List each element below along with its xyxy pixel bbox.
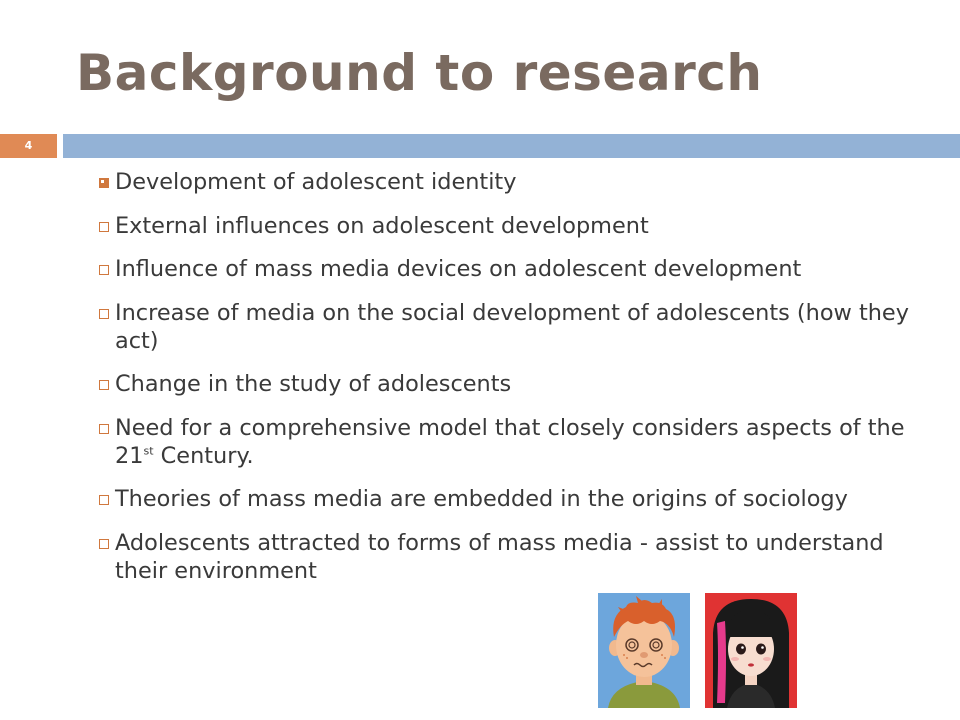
header-bar [63, 134, 960, 158]
bullet-item [105, 414, 920, 470]
bullet-list [105, 168, 920, 600]
bullet-square-icon [99, 265, 109, 275]
bullet-text: External influences on adolescent development [115, 212, 649, 239]
bullet-item [105, 212, 920, 240]
girl-avatar-image [705, 593, 797, 708]
bullet-square-icon [99, 309, 109, 319]
bullet-text: Increase of media on the social development of adolescents (how they act) [115, 299, 909, 354]
bullet-text: Theories of mass media are embedded in the origins of sociology [115, 486, 848, 512]
bullet-text: Adolescents attracted to forms of mass media - assist to understand their environment [115, 529, 884, 584]
bullet-square-icon [99, 380, 109, 390]
bullet-text: Influence of mass media devices on adolescent development [115, 256, 802, 282]
bullet-text [115, 415, 905, 469]
bullet-item [105, 255, 920, 283]
bullet-text: Development of adolescent identity [115, 169, 517, 195]
bullet-item [105, 299, 920, 355]
bullet-square-icon [99, 539, 109, 549]
bullet-square-icon [99, 178, 109, 188]
bullet-text: Change in the study of adolescents [115, 371, 512, 397]
bullet-item [105, 168, 920, 196]
ordinal-suffix: st [143, 444, 154, 458]
bullet-square-icon [99, 424, 109, 434]
boy-avatar-image [598, 593, 690, 708]
slide-title: Background to research [76, 44, 763, 102]
bullet-item [105, 370, 920, 398]
bullet-square-icon [99, 222, 109, 232]
bullet-text-end: Century. [153, 442, 254, 469]
bullet-square-icon [99, 495, 109, 505]
bullet-item [105, 485, 920, 513]
slide-number: 4 [0, 134, 57, 158]
bullet-item [105, 529, 920, 585]
bullet-text-main: Need for a comprehensive model that closely considers aspects of the 21 [115, 414, 905, 469]
